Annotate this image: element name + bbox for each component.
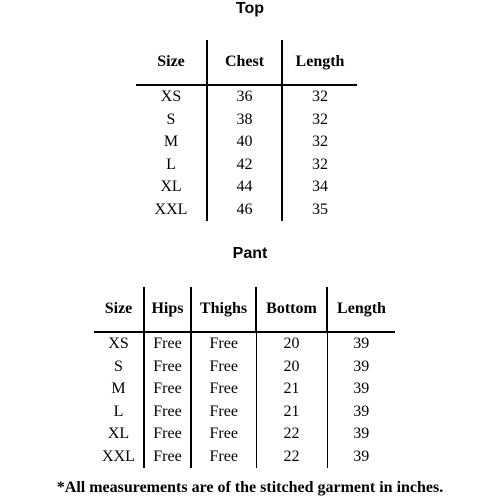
cell-size: XL (94, 423, 144, 446)
cell-size: XS (136, 85, 207, 109)
table-row (136, 176, 357, 199)
table-row (94, 378, 395, 401)
cell-hips: Free (144, 446, 191, 469)
cell-size: XXL (136, 199, 207, 222)
top-title: Top (235, 0, 265, 17)
pant-size-table (94, 287, 395, 468)
pant-title: Pant (232, 245, 268, 262)
cell-size: XS (94, 332, 144, 356)
table-row (94, 332, 395, 356)
column-header-size: Size (136, 40, 207, 85)
table-row (94, 446, 395, 469)
cell-size: XXL (94, 446, 144, 469)
cell-chest: 40 (207, 131, 282, 154)
table-header-row (136, 40, 357, 85)
column-header-length: Length (282, 40, 357, 85)
cell-length: 32 (312, 88, 328, 106)
column-header-hips: Hips (144, 287, 191, 332)
cell-bottom: 22 (256, 423, 327, 446)
table-row (136, 154, 357, 177)
cell-hips: Free (144, 401, 191, 424)
cell-thighs: Free (191, 446, 256, 469)
cell-bottom: 20 (256, 356, 327, 379)
cell-length: 32 (312, 133, 328, 151)
cell-thighs: Free (191, 401, 256, 424)
cell-length: 39 (353, 357, 370, 375)
cell-hips: Free (144, 423, 191, 446)
column-header-bottom: Bottom (256, 287, 327, 332)
column-header-size: Size (94, 287, 144, 332)
cell-size: XL (136, 176, 207, 199)
column-header-chest: Chest (207, 40, 282, 85)
cell-hips: Free (144, 356, 191, 379)
cell-size: S (94, 356, 144, 379)
cell-size: L (136, 154, 207, 177)
cell-length: 39 (353, 335, 370, 353)
cell-length: 35 (312, 200, 328, 218)
cell-chest: 46 (207, 199, 282, 222)
column-header-length: Length (327, 287, 395, 332)
cell-length: 39 (353, 402, 370, 420)
cell-length: 39 (353, 380, 370, 398)
cell-hips: Free (144, 332, 191, 356)
top-size-table (136, 40, 357, 221)
cell-thighs: Free (191, 378, 256, 401)
cell-bottom: 21 (256, 401, 327, 424)
cell-chest: 36 (207, 85, 282, 109)
cell-length: 32 (312, 155, 328, 173)
cell-bottom: 21 (256, 378, 327, 401)
cell-chest: 38 (207, 109, 282, 132)
cell-thighs: Free (191, 332, 256, 356)
cell-length: 39 (353, 425, 370, 443)
cell-size: M (94, 378, 144, 401)
cell-bottom: 22 (256, 446, 327, 469)
cell-thighs: Free (191, 423, 256, 446)
cell-length: 39 (353, 447, 370, 465)
table-row (94, 423, 395, 446)
cell-bottom: 20 (256, 332, 327, 356)
table-row (136, 131, 357, 154)
measurement-footnote: *All measurements are of the stitched garment in inches. (56, 479, 444, 496)
cell-chest: 42 (207, 154, 282, 177)
column-header-thighs: Thighs (191, 287, 256, 332)
cell-size: L (94, 401, 144, 424)
cell-thighs: Free (191, 356, 256, 379)
table-header-row (94, 287, 395, 332)
cell-hips: Free (144, 378, 191, 401)
table-row (136, 85, 357, 109)
table-row (94, 401, 395, 424)
cell-chest: 44 (207, 176, 282, 199)
table-row (94, 356, 395, 379)
cell-size: M (136, 131, 207, 154)
cell-length: 34 (312, 178, 328, 196)
table-row (136, 109, 357, 132)
cell-size: S (136, 109, 207, 132)
cell-length: 32 (312, 110, 328, 128)
table-row (136, 199, 357, 222)
